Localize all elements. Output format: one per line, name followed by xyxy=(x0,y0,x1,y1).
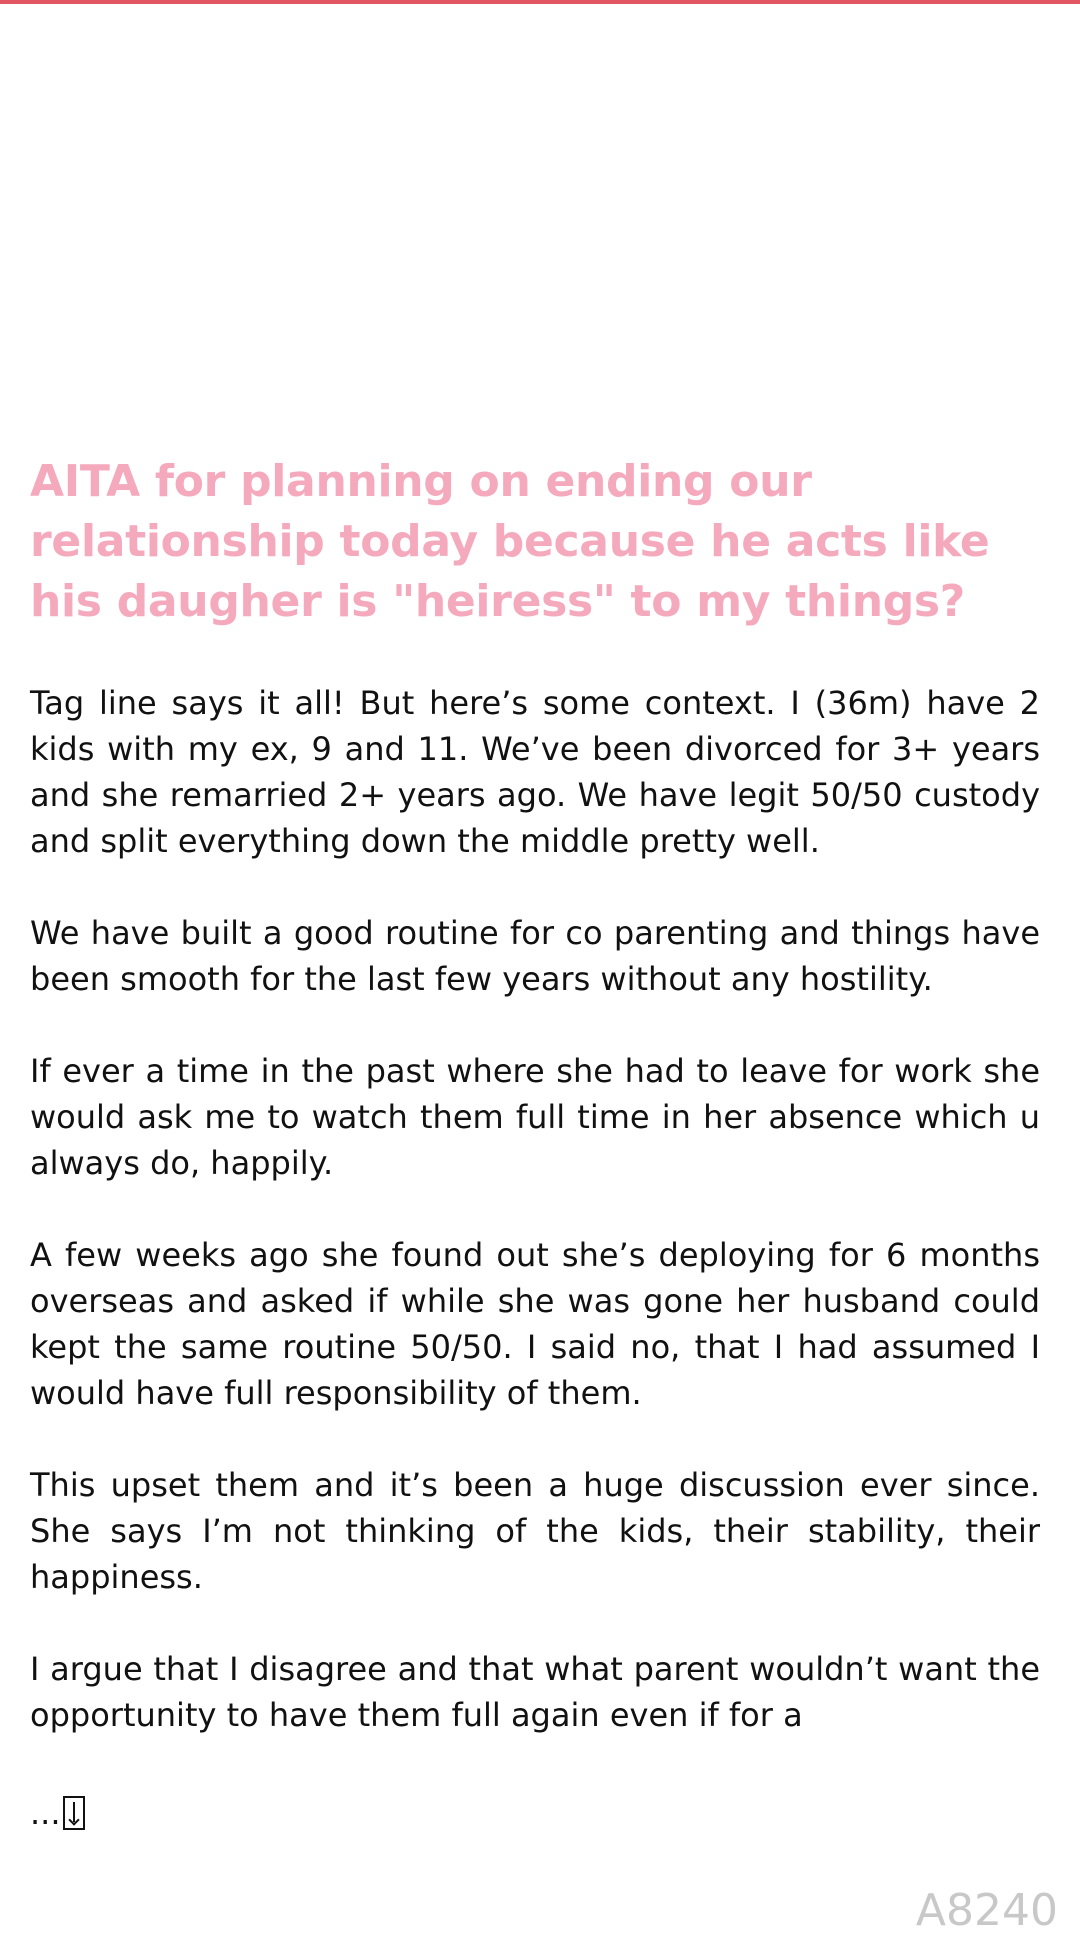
post-paragraph: A few weeks ago she found out she’s deploying for 6 months overseas and asked if while she was gone her husband could kept the same routine 50/50. I said no, that I had assumed I would have full responsibility of them. xyxy=(30,1236,1040,1412)
watermark: A8240 xyxy=(915,1885,1058,1936)
post-paragraph: This upset them and it’s been a huge discussion ever since. She says I’m not thinking of the kids, their stability, their happiness. xyxy=(30,1466,1040,1596)
ellipsis: ... xyxy=(30,1794,61,1832)
post-title: AITA for planning on ending our relationship today because he acts like his daugher is "heiress" to my things? xyxy=(30,456,990,627)
top-accent-bar xyxy=(0,0,1080,4)
read-more-button[interactable] xyxy=(30,1790,85,1836)
post-body xyxy=(30,680,1040,1738)
expand-down-icon xyxy=(63,1796,85,1830)
post-paragraph: If ever a time in the past where she had to leave for work she would ask me to watch them full time in her absence which u always do, happily. xyxy=(30,1052,1040,1182)
post-paragraph: I argue that I disagree and that what parent wouldn’t want the opportunity to have them full again even if for a xyxy=(30,1650,1040,1734)
post-paragraph: Tag line says it all! But here’s some context. I (36m) have 2 kids with my ex, 9 and 11. We’ve been divorced for 3+ years and she remarried 2+ years ago. We have legit 50/50 custody and split everything down the middle pretty well. xyxy=(30,684,1040,860)
post-paragraph: We have built a good routine for co parenting and things have been smooth for the last few years without any hostility. xyxy=(30,914,1040,998)
